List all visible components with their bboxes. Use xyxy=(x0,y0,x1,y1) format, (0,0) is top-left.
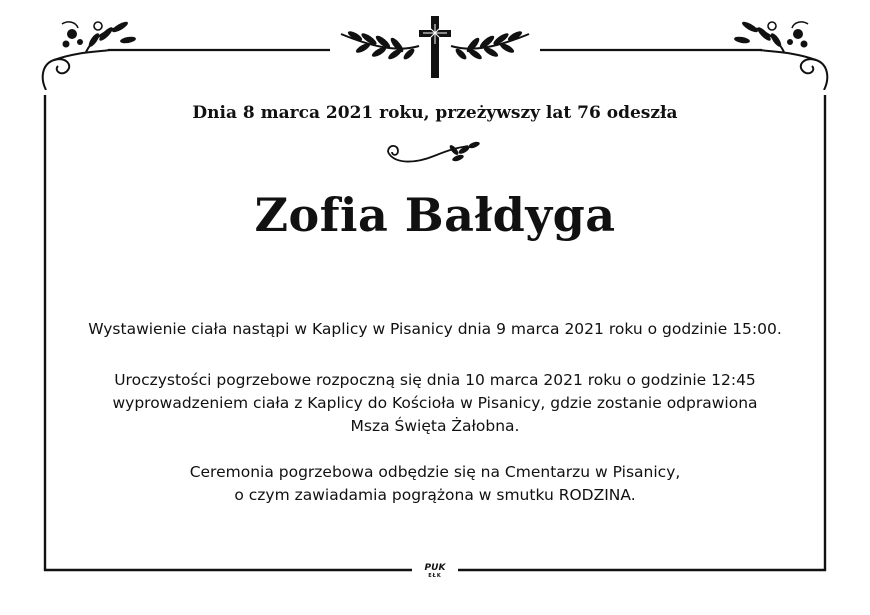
burial-line-2: o czym zawiadamia pogrążona w smutku RODZINA. xyxy=(234,486,636,504)
floral-corner-right-icon xyxy=(714,18,834,90)
swirl-leaf-divider-icon xyxy=(384,140,484,170)
ceremony-line-1: Uroczystości pogrzebowe rozpoczną się dnia 10 marca 2021 roku o godzinie 12:45 xyxy=(114,371,756,389)
ceremony-line-2: wyprowadzeniem ciała z Kaplicy do Kościoła w Pisanicy, gdzie zostanie odprawiona xyxy=(112,394,758,412)
ceremony-paragraph xyxy=(40,369,830,438)
cross-with-laurel-icon xyxy=(335,12,535,82)
deceased-name: Zofia Bałdyga xyxy=(254,188,616,242)
ceremony-line-3: Msza Święta Żałobna. xyxy=(350,417,520,435)
puk-logo xyxy=(416,563,454,581)
logo-sub-text: EŁK xyxy=(428,573,442,579)
burial-line-1: Ceremonia pogrzebowa odbędzie się na Cmentarzu w Pisanicy, xyxy=(189,463,681,481)
burial-paragraph xyxy=(40,461,830,507)
floral-corner-left-icon xyxy=(36,18,156,90)
logo-main-text: PUK xyxy=(424,563,446,573)
viewing-paragraph xyxy=(40,318,830,341)
death-date-line: Dnia 8 marca 2021 roku, przeżywszy lat 76 odeszła xyxy=(192,103,678,123)
viewing-line-1: Wystawienie ciała nastąpi w Kaplicy w Pisanicy dnia 9 marca 2021 roku o godzinie 15:00. xyxy=(88,320,782,338)
